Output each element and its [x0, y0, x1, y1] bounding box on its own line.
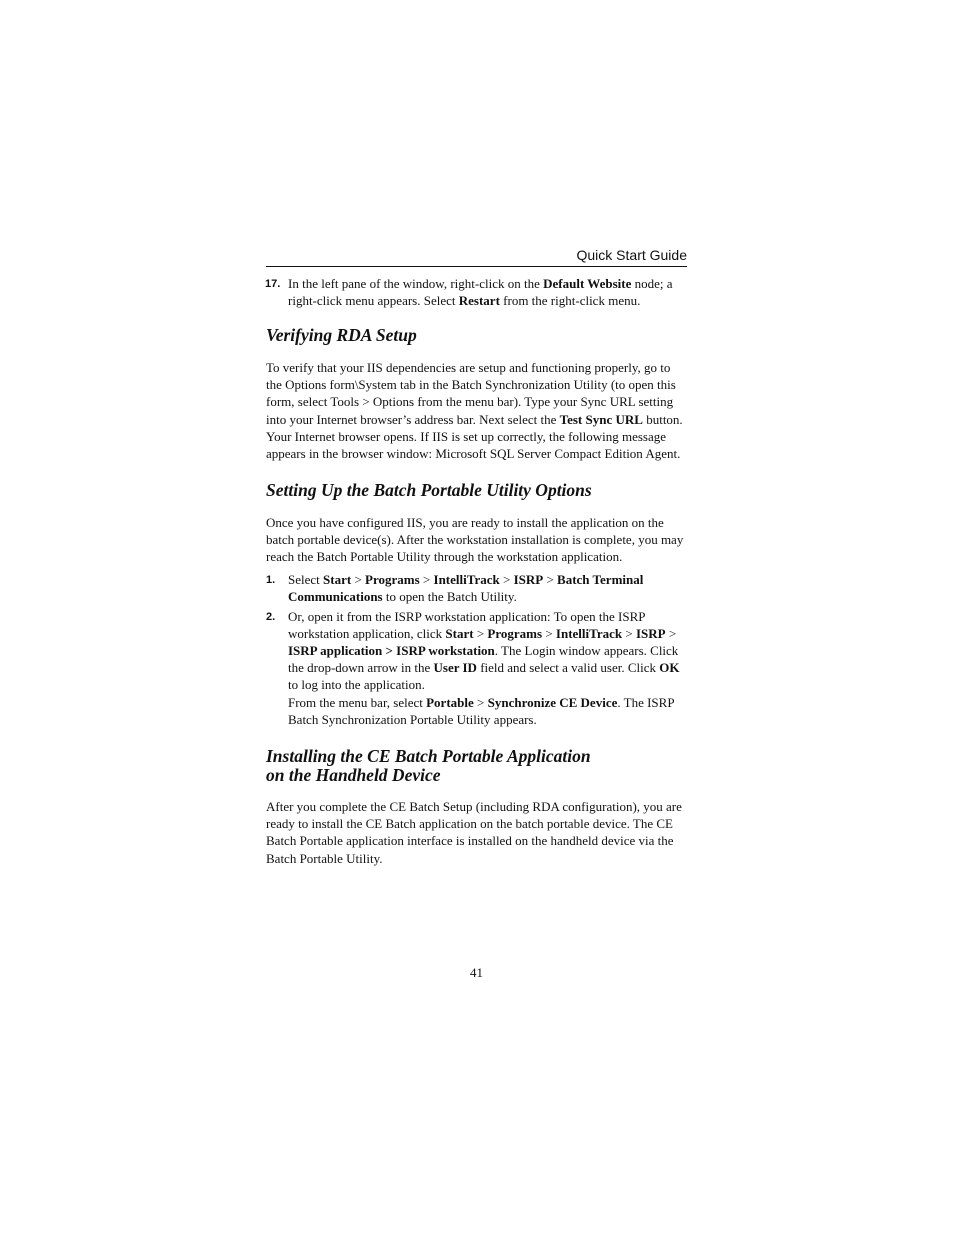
section-heading-installing-ce-batch: Installing the CE Batch Portable Application on the Handheld Device [266, 746, 591, 785]
section-3-paragraph: After you complete the CE Batch Setup (including RDA configuration), you are ready to install the CE Batch application on the batch portable device. The CE Batch Portable application interface is installed on the handheld device via the Batch Portable Utility. [266, 799, 682, 866]
list-item-2 [266, 608, 687, 728]
step-17 [266, 275, 687, 309]
section-heading-verifying-rda: Verifying RDA Setup [266, 325, 417, 346]
list-item-1 [266, 571, 687, 605]
section-heading-batch-portable-options: Setting Up the Batch Portable Utility Options [266, 480, 592, 501]
list-item-2-continuation: From the menu bar, select Portable > Synchronize CE Device. The ISRP Batch Synchronization Portable Utility appears. [288, 694, 675, 727]
page-number: 41 [470, 965, 483, 980]
list-item-1-text: Select Start > Programs > IntelliTrack > ISRP > Batch Terminal Communications to open the Batch Utility. [288, 572, 644, 605]
list-number: 2. [266, 610, 276, 623]
header-rule [266, 266, 687, 267]
page-content [266, 275, 687, 867]
list-item-2-text: Or, open it from the ISRP workstation application: To open the ISRP workstation application, click Start > Programs > IntelliTrack > ISRP > ISRP application > ISRP workstation. The Login window appears. Click the drop-down arrow in the User ID field and select a valid user. Click OK to log into the application. [288, 608, 680, 693]
running-header: Quick Start Guide [576, 247, 687, 263]
section-1-paragraph: To verify that your IIS dependencies are setup and functioning properly, go to the Options form\System tab in the Batch Synchronization Utility (to open this form, select Tools > Options from the menu bar). Type your Sync URL setting into your Internet browser’s address bar. Next select the Test Sync URL button. Your Internet browser opens. If IIS is set up correctly, the following message appears in the browser window: Microsoft SQL Server Compact Edition Agent. [266, 359, 683, 461]
step-number: 17. [265, 278, 281, 290]
section-2-intro: Once you have configured IIS, you are ready to install the application on the batch portable device(s). After the workstation installation is complete, you may reach the Batch Portable Utility through the workstation application. [266, 514, 684, 565]
list-number: 1. [266, 574, 276, 587]
step-17-text: In the left pane of the window, right-click on the Default Website node; a right-click menu appears. Select Restart from the right-click menu. [288, 276, 673, 309]
